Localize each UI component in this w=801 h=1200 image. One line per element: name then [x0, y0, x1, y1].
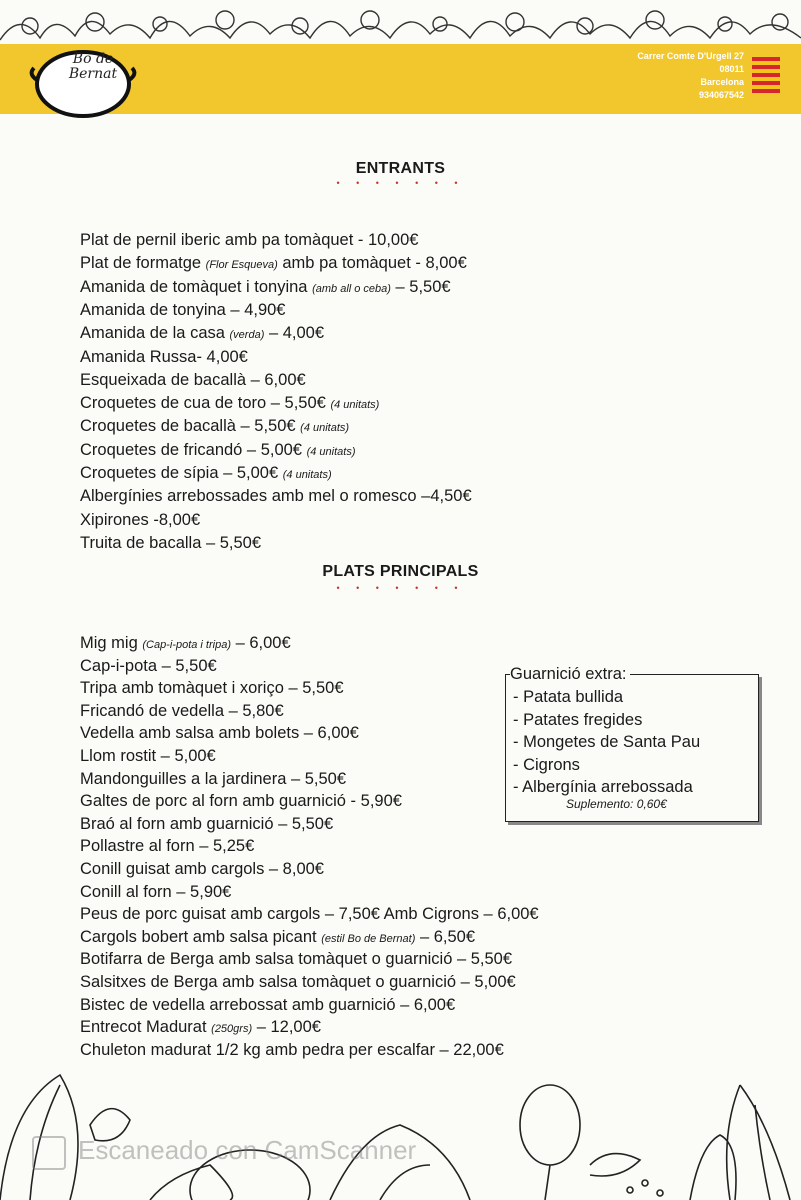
- entrant-item: Plat de pernil iberic amb pa tomàquet - 10,00€: [80, 231, 419, 249]
- principal-item: Braó al forn amb guarnició – 5,50€: [80, 814, 334, 833]
- entrant-item: [80, 276, 451, 300]
- principal-item: Conill guisat amb cargols – 8,00€: [80, 860, 324, 878]
- principal-item: Chuleton madurat 1/2 kg amb pedra per escalfar – 22,00€: [80, 1040, 504, 1059]
- title-dots: • • • • • • •: [336, 178, 465, 188]
- menu-item-note: (4 unitats): [300, 422, 350, 435]
- entrant-item: [80, 252, 467, 276]
- menu-item-name: Amanida de tomàquet i tonyina: [80, 277, 313, 296]
- address-city: Barcelona: [700, 77, 744, 87]
- principal-item: Fricandó de vedella – 5,80€: [80, 701, 284, 720]
- principal-item: [80, 1016, 321, 1040]
- principal-item: [80, 632, 291, 656]
- principal-item: Conill al forn – 5,90€: [80, 882, 232, 901]
- menu-item-note: (estil Bo de Bernat): [321, 932, 416, 945]
- entrant-item: Albergínies arrebossades amb mel o romesco –4,50€: [80, 487, 472, 506]
- menu-item-note: (verda): [229, 329, 265, 342]
- menu-item-note: (4 unitats): [282, 469, 332, 481]
- entrant-item: [80, 462, 332, 486]
- menu-item-note: (amb all o ceba): [312, 282, 391, 295]
- entrant-item: Xipirones -8,00€: [80, 510, 201, 529]
- menu-item-note: (Flor Esqueva): [205, 259, 278, 272]
- camscanner-icon: [32, 1136, 66, 1170]
- entrant-item: [80, 415, 349, 439]
- guarnicio-item: - Cigrons: [513, 755, 580, 774]
- menu-item-name: Cargols bobert amb salsa picant: [80, 927, 322, 946]
- entrant-item: [80, 439, 356, 463]
- menu-item-note: (4 unitats): [306, 445, 356, 458]
- menu-item-name: Croquetes de fricandó – 5,00€: [80, 440, 307, 459]
- menu-item-name: Croquetes de sípia – 5,00€: [80, 464, 283, 482]
- address-phone: 934067542: [698, 90, 744, 100]
- suplement-note: Suplemento: 0,60€: [566, 797, 667, 811]
- menu-item-price: – 5,50€: [390, 277, 451, 296]
- menu-item-name: Amanida de la casa: [80, 324, 230, 343]
- catalan-flag-icon: [752, 57, 780, 93]
- principal-item: Bistec de vedella arrebossat amb guarnició – 6,00€: [80, 995, 456, 1014]
- entrant-item: Amanida Russa- 4,00€: [80, 347, 248, 366]
- principal-item: Llom rostit – 5,00€: [80, 747, 216, 765]
- menu-item-price: – 6,50€: [415, 927, 476, 946]
- menu-item-name: Mig mig: [80, 634, 143, 652]
- menu-item-name: Croquetes de bacallà – 5,50€: [80, 417, 301, 436]
- menu-item-price: amb pa tomàquet - 8,00€: [277, 254, 467, 273]
- principal-item: Botifarra de Berga amb salsa tomàquet o guarnició – 5,50€: [80, 950, 513, 969]
- guarnicio-item: - Mongetes de Santa Pau: [513, 733, 701, 751]
- principal-item: Vedella amb salsa amb bolets – 6,00€: [80, 724, 359, 743]
- address-block: [637, 50, 744, 102]
- entrant-item: Amanida de tonyina – 4,90€: [80, 300, 286, 319]
- address-street: Carrer Comte D'Urgell 27: [637, 51, 744, 61]
- menu-item-price: – 12,00€: [252, 1018, 321, 1037]
- entrants-title: ENTRANTS: [355, 160, 446, 177]
- principal-item: Cap-i-pota – 5,50€: [80, 656, 217, 675]
- menu-item-name: Plat de formatge: [80, 254, 206, 273]
- principal-item: Peus de porc guisat amb cargols – 7,50€ Amb Cigrons – 6,00€: [80, 905, 539, 924]
- menu-item-note: (250grs): [211, 1023, 253, 1036]
- entrant-item: [80, 392, 379, 416]
- guarnicio-item: - Patates fregides: [513, 710, 643, 729]
- menu-item-price: – 6,00€: [230, 634, 291, 652]
- principal-item: Tripa amb tomàquet i xoriço – 5,50€: [80, 679, 344, 698]
- principal-item: Galtes de porc al forn amb guarnició - 5,90€: [80, 792, 402, 811]
- principal-item: Salsitxes de Berga amb salsa tomàquet o guarnició – 5,00€: [80, 973, 516, 991]
- entrant-item: Esqueixada de bacallà – 6,00€: [80, 370, 306, 389]
- menu-item-name: Croquetes de cua de toro – 5,50€: [80, 394, 331, 413]
- guarnicio-item: - Patata bullida: [513, 688, 624, 706]
- guarnicio-item: - Albergínia arrebossada: [513, 778, 693, 796]
- menu-item-note: (4 unitats): [330, 399, 380, 412]
- logo-text: Bo de Bernat: [68, 51, 118, 82]
- menu-item-note: (Cap-i-pota i tripa): [142, 639, 231, 651]
- principal-item: [80, 926, 475, 950]
- vegetable-doodle-border-bottom: [0, 1065, 801, 1200]
- title-dots: • • • • • • •: [336, 583, 465, 593]
- address-postcode: 08011: [719, 64, 744, 74]
- guarnicio-title: Guarnició extra:: [510, 665, 630, 684]
- menu-item-price: – 4,00€: [264, 324, 324, 343]
- entrant-item: [80, 322, 324, 346]
- entrant-item: Truita de bacalla – 5,50€: [80, 533, 262, 552]
- principal-item: Pollastre al forn – 5,25€: [80, 837, 255, 856]
- menu-item-name: Entrecot Madurat: [80, 1018, 212, 1037]
- principals-title: PLATS PRINCIPALS: [322, 563, 479, 580]
- watermark-text: Escaneado con CamScanner: [78, 1135, 417, 1165]
- principal-item: Mandonguilles a la jardinera – 5,50€: [80, 769, 347, 788]
